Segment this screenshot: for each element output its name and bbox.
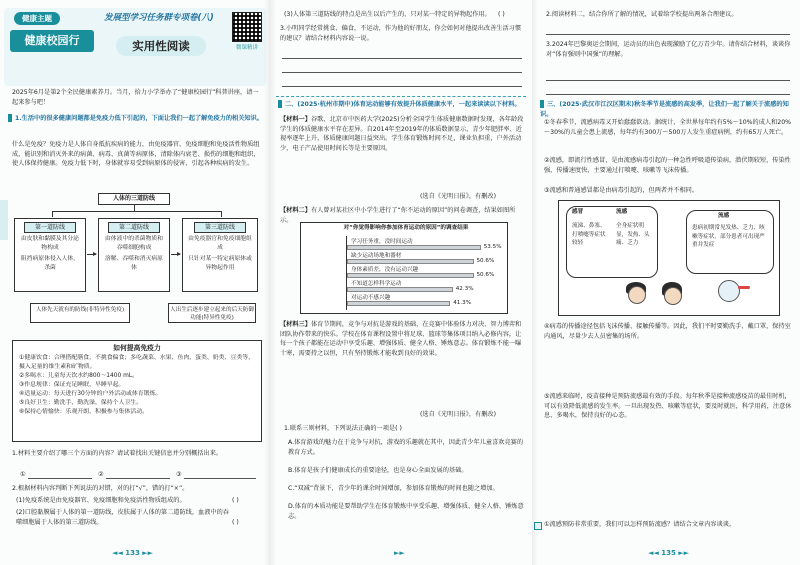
section-title: 实用性阅读 xyxy=(116,36,206,56)
q3-line-1[interactable] xyxy=(282,58,522,59)
q3-line-2[interactable] xyxy=(282,72,522,73)
material-2-text: 有人曾对某社区中小学生进行了“你不运动的原因”的问卷调查，结果如图所示。 xyxy=(280,207,516,224)
section-3-head-text: 三、(2025·武汉市江汉区期末)秋冬季节是流感的高发季，让我们一起了解关于流感的知识。 xyxy=(540,101,789,118)
p3-q2-line-1[interactable] xyxy=(546,34,790,35)
chart-value-label-2: 50.6% xyxy=(476,258,495,264)
chart-value-label-3: 50.6% xyxy=(476,272,495,278)
page-135 xyxy=(532,0,800,565)
q2-item-1: (1)免疫系统是由免疫器官、免疫细胞和免疫活性物质组成的。 xyxy=(16,497,186,504)
p3-para-3: ③流感和普通感冒都是由病毒引起的，但两者并不相同。 xyxy=(544,187,699,194)
diagram-stem xyxy=(134,205,135,211)
material-3-title: 【材料三】 xyxy=(280,321,311,328)
option-c[interactable]: C.“双减”背景下，青少年的课余时间增加，参加体育锻炼的时间也随之增加。 xyxy=(288,485,499,492)
defense-3-body: 由免疫器官和免疫细胞组成 xyxy=(188,236,252,252)
tips-item-3: ③作息规律：保证充足睡眠，早睡早起。 xyxy=(19,381,125,388)
q1-blank-3: ③ xyxy=(176,471,182,478)
material-3 xyxy=(280,320,526,358)
p3-q3-line-1[interactable] xyxy=(546,80,790,81)
page-fold xyxy=(270,0,276,565)
q-continued-bracket[interactable]: ( ) xyxy=(498,11,505,18)
defense-2-body: 由体液中的杀菌物质和吞噬细胞构成 xyxy=(105,236,163,252)
defense-1-title: 第一道防线 xyxy=(24,222,76,233)
chart-title: 对“你觉得影响你参加体育运动的原因”的调查结果 xyxy=(343,225,469,231)
chart-value-label-4: 42.3% xyxy=(455,286,474,292)
defense-line-2 xyxy=(98,218,170,292)
flu-label-left: 流感 xyxy=(616,209,628,215)
q2-bracket-2[interactable]: ( ) xyxy=(232,519,239,526)
defense-1-body: 由皮肤和黏膜及其分泌物构成 xyxy=(21,236,79,252)
q-continued: (3)人体第三道防线的特点是出生以后产生的，只对某一特定的异物起作用。 xyxy=(284,11,491,18)
defense-line-3 xyxy=(182,218,258,292)
cold-text: 流涕、鼻塞、打喷嚏等症状较轻 xyxy=(572,223,606,247)
sick-child-icon xyxy=(718,280,740,302)
defense-line-1 xyxy=(14,218,86,292)
p3-para-1: ①冬春季节，流感病毒又开始蠢蠢欲动。据统计，全世界每年约有5%～10%的成人和20%～30%的儿童会患上流感，每年约有300万～500万人发生重症病例，约有65万人死亡。 xyxy=(544,119,792,136)
defense-3-title: 第三道防线 xyxy=(194,222,246,233)
boy-face-icon xyxy=(628,286,646,304)
question-1-text: 1.材料主要介绍了哪三个方面的内容？请试着找出关键信息并分别概括出来。 xyxy=(12,450,223,457)
chart-category-label-4: 不知道怎样科学运动 xyxy=(351,281,402,287)
chart-category-label-1: 学习任务重，没时间运动 xyxy=(351,239,413,245)
diagram-connector xyxy=(52,211,222,217)
option-d[interactable]: D.体育的本质功能是要帮助学生在体育锻炼中享受乐趣、增强体质、健全人格、锤炼意志。 xyxy=(288,503,524,520)
section-3-head xyxy=(540,100,796,119)
theme-title-banner: 健康校园行 xyxy=(10,30,94,52)
chart-category-label-2: 缺少运动场地和器材 xyxy=(351,253,402,259)
p3-question-3: 3.2024年巴黎奥运会期间，运动员的出色表现激励了亿万青少年。请你结合材料，谈谈你对“体育强则中国强”的理解。 xyxy=(546,41,791,58)
question-1-head xyxy=(8,114,266,124)
flu-title: 流感 xyxy=(718,213,730,219)
question-2-head: 2.根据材料内容判断下列说法的对错，对的打“√”，错的打“×”。 xyxy=(12,485,189,492)
q3-line-3[interactable] xyxy=(282,86,522,87)
tips-item-5: ⑤良好卫生：勤洗手、勤洗澡，保持个人卫生。 xyxy=(19,400,143,407)
page-134 xyxy=(270,0,532,565)
qr-code[interactable] xyxy=(232,12,262,42)
thermometer-icon xyxy=(738,286,750,289)
tips-item-4: ④适量运动：每天进行30分钟的户外活动或体育锻炼。 xyxy=(19,391,162,398)
arrow-1-2 xyxy=(87,254,96,255)
series-title: 发展型学习任务群专项卷(八) xyxy=(104,13,214,23)
material-1-text: 谷歌、北京市中医药大学(2025)分析全国学生体质健康数据时发现，各年龄段学生的体质健康水平存在差异。自2014年至2019年的体质数据显示，青少年肥胖率、近视率逐年上升，体质健康问题日益突出。学生体育锻炼时间不足，课业负担重，户外活动少，电子产品使用时间长等是主要原因。 xyxy=(280,116,524,152)
section-bar-icon xyxy=(8,114,12,122)
material-3-source: (选自《光明日报》，有删改) xyxy=(420,411,496,418)
q1-answer-line-1[interactable] xyxy=(28,478,92,479)
question-3: 3.小明同学经常挑食、偏食，不运动，作为他的好朋友，你会如何对他提出改善生活习惯的建议？请结合材料内容说一说。 xyxy=(280,25,522,42)
q1-blank-1: ① xyxy=(20,471,26,478)
side-strip xyxy=(0,200,8,240)
p3-q3-line-2[interactable] xyxy=(546,94,790,95)
material-3-text: 体育节期间，竞争与对抗是游戏的基础，在竞赛中体验体力对决、智力博弈和团队协作带来的快乐。学校在体育课程设置中将足球、篮球等集体项目纳入必修内容，让每一个孩子都能在运动中享受乐趣、增强体质、健全人格、锤炼意志。体育锻炼不能一曝十寒，需要持之以恒，只有坚持锻炼才能收到良好的效果。 xyxy=(280,321,522,357)
p3-para-2: ②流感，即流行性感冒，是由流感病毒引起的一种急性呼吸道传染病，潜伏期较短，传染性强，传播速度快，主要通过打喷嚏、咳嗽等飞沫传播。 xyxy=(544,157,791,174)
chart-category-label-5: 对运动不感兴趣 xyxy=(351,295,391,301)
tips-item-1: ①健康饮食：合理搭配膳食，不挑食偏食；多吃蔬菜、水果、鱼肉、蛋类、奶类、豆类等，摄入足量的维生素和矿物质。 xyxy=(19,354,255,370)
flu-text: 患病初期常见发热、乏力、咳嗽等症状，部分患者可出现严重并发症 xyxy=(692,225,765,249)
q1-answer-line-2[interactable] xyxy=(106,478,170,479)
p3-para-5: ⑤流感来临时，疫苗接种是预防流感最有效的手段。每年秋季是接种流感疫苗的最佳时机，可以有效降低流感的发生率。一旦出现发热、咳嗽等症状，要及时就医，科学用药，注意休息，多喝水，保持良好的心态。 xyxy=(544,393,792,420)
tips-item-2: ②多喝水：儿童每天饮水约800～1400 mL。 xyxy=(19,372,138,379)
material-1-title: 【材料一】 xyxy=(280,116,311,123)
intro-text: 2025年6月是第2个全民健康素养月。当月，拾力小学举办了“健康校园行”科普讲座，请一起来参与吧！ xyxy=(12,89,259,106)
page-number-135: ◄◄ 135 ►► xyxy=(648,549,690,557)
girl-face-icon xyxy=(664,287,682,305)
material-2-title: 【材料二】 xyxy=(280,207,311,214)
diagram-top-box: 人体的三道防线 xyxy=(98,193,170,205)
page-fold xyxy=(532,0,538,565)
section-divider xyxy=(276,96,526,97)
chart-value-label-1: 53.5% xyxy=(483,244,502,250)
defense-3-sub: 只针对某一特定病原体或异物起作用 xyxy=(188,256,252,272)
section-2-head xyxy=(278,100,528,110)
qr-label: 微课精讲 xyxy=(235,45,258,51)
defense-2-title: 第二道防线 xyxy=(108,222,160,233)
p3-question-2: 2.阅读材料二，结合你所了解的情况，试着给学校提出两条合理建议。 xyxy=(546,11,738,18)
defense-2-sub: 溶解、吞噬和消灭病原体 xyxy=(105,256,163,272)
option-a[interactable]: A.体育游戏的魅力在于竞争与对抗，游戏的乐趣就在其中，因此青少年儿童喜欢竞赛的教育方式。 xyxy=(288,439,524,456)
paragraph-1: 什么是免疫？免疫力是人体自身抵抗疾病的能力，由免疫器官、免疫细胞和免疫活性物质组成，能识别和消灭外来的病菌、病毒、真菌等病原体，清除体内衰老、损伤的细胞和组织，使人体保持健康。免疫力低下时，身体就容易受到病原体的侵害，引起各种疾病的发生。 xyxy=(12,141,260,168)
section-2-head-text: 二、(2025·杭州市期中)体育运动能够有效提升体质健康水平，一起来读读以下材料。 xyxy=(285,101,521,108)
p3-para-4: ④病毒的传播途径包括飞沫传播、接触传播等。因此，我们平时要勤洗手、戴口罩，保持室内通风，尽量少去人员密集的场所。 xyxy=(544,323,791,340)
tips-box xyxy=(12,340,262,442)
flu-text-left: 全身症状明显，发热、头痛、乏力 xyxy=(616,223,650,247)
q1-answer-line-3[interactable] xyxy=(184,478,256,479)
q2-item-2: (2)口腔黏膜属于人体的第一道防线，皮肤属于人体的第二道防线，血液中的吞噬细胞属于人体的第三道防线。 xyxy=(16,509,229,526)
diagram-bottom-2: 人出生后逐步建立起来的后天防御功能(特异性免疫) xyxy=(168,303,256,323)
section-bar-icon xyxy=(278,100,282,108)
tips-item-6: ⑥保持心情愉快：乐观开朗，积极参与集体活动。 xyxy=(19,409,148,416)
theme-badge: 健康主题 xyxy=(14,12,60,25)
q2-bracket-1[interactable]: ( ) xyxy=(232,497,239,504)
p3-last-question: ①流感预防非常重要，我们可以怎样预防流感？请结合文章内容谈谈。 xyxy=(544,521,736,528)
q1-blank-2: ② xyxy=(98,471,104,478)
chart-value-label-5: 41.3% xyxy=(453,300,472,306)
chart-category-label-3: 身体素质差，没有运动兴趣 xyxy=(351,267,419,273)
page-number-133: ◄◄ 133 ►► xyxy=(112,549,154,557)
arrow-2-3 xyxy=(171,254,180,255)
tips-title: 如何提高免疫力 xyxy=(113,344,161,352)
material-1-source: (选自《光明日报》，有删改) xyxy=(420,193,496,200)
cold-title: 感冒 xyxy=(572,209,584,215)
page-number-134: ►► xyxy=(394,549,405,557)
option-b[interactable]: B.体育是孩子们健康成长的重要途径，也是身心全面发展的基础。 xyxy=(288,467,468,474)
diagram-bottom-1: 人体先天就有的防线(非特异性免疫) xyxy=(30,303,130,323)
defense-1-sub: 阻挡病原体侵入人体，杀菌 xyxy=(21,256,79,272)
q1-head-text: 1.生活中的很多健康问题都是免疫力低下引起的，下面让我们一起了解免疫力的相关知识。 xyxy=(15,115,263,122)
section-bar-icon xyxy=(540,100,544,108)
material-1 xyxy=(280,115,526,153)
page-133 xyxy=(0,0,270,565)
question-a: 1.联系三则材料，下列说法正确的一项是( ) xyxy=(284,425,402,432)
